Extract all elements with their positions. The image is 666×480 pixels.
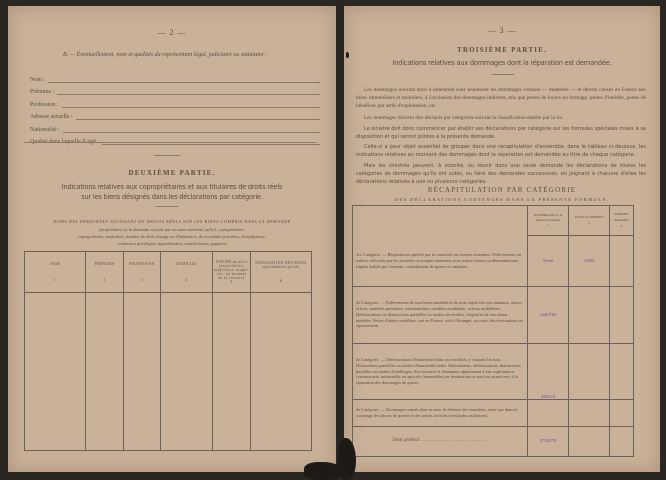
cat-1-totaux[interactable]: 1/900: [569, 236, 610, 287]
note-line-3: créanciers privilégiés, hypothécaires, antichrésistes, gagistes): [117, 241, 227, 246]
table-empty-row[interactable]: [25, 293, 312, 451]
paper-damage: [346, 52, 349, 58]
recap-subtitle: DES DÉCLARATIONS CONTENUES DANS LA PRÉSENTE FORMULE.: [394, 197, 610, 202]
paragraph: Celle-ci a pour objet essentiel de grouper dans une récapitulation d'ensemble, dans le tableau ci-dessous, les indications relatives au montant des dommages dont la réparation est demandée au titre de chaque catégorie.: [356, 144, 646, 159]
cat-3-totaux[interactable]: [569, 343, 610, 400]
table-header-row: [25, 252, 312, 293]
paragraph: Le sinistré doit donc commencer par établir ses déclarations par catégorie sur les formules spéciales mises à sa disposition et qui seront jointes à la présente demande.: [356, 125, 646, 141]
cat-2-totaux[interactable]: [569, 286, 610, 343]
col-nature-droit: NATURE du droit (propriétaire, usufruitier, usager, etc., ou montant de la créance) 5: [213, 252, 251, 293]
col-sommes: SOMMES demandées 3: [610, 206, 634, 236]
field-prenoms[interactable]: Prénoms :: [30, 83, 320, 96]
section-divider: [24, 142, 316, 143]
recap-header-row: [353, 206, 634, 236]
page-number: — 2 —: [157, 28, 187, 37]
total-value[interactable]: 27542/70: [528, 426, 569, 456]
field-profession[interactable]: Profession :: [30, 95, 320, 108]
paragraph: Les dommages ouvrant droit à indemnité sont seulement les dommages certains — matériels — et directs causés en France aux biens immobiliers et mobiliers, à l'exclusion des dommages indirects, tels que pertes de loyers ou fermage, pertes d'intérêts, pertes de bénéfices par arrêt d'exploitation, etc.: [356, 87, 646, 110]
col-domicile: DOMICILE 4: [161, 252, 213, 293]
part-2-title: DEUXIÈME PARTIE.: [128, 169, 216, 177]
paragraph: Les dommages doivent être déclarés par catégories suivant la classification établie par la loi.: [364, 114, 564, 121]
col-totaux: TOTAUX SOMMES 2: [569, 206, 610, 236]
cat-4-totaux[interactable]: [569, 400, 610, 426]
page-number: — 3 —: [487, 26, 517, 35]
part-2-subtitle-2: sur les biens désignés dans les déclarations par catégorie.: [81, 193, 263, 201]
instructions: [356, 86, 646, 186]
recap-total-row: [353, 426, 634, 456]
total-label: Total général ..............................: [353, 426, 528, 456]
note-line-2: copropriétaire, usufruitier, titulaire de droit d'usage ou d'habitation, de servitudes foncières, d'emphytéose,: [78, 234, 266, 239]
field-nationalite[interactable]: Nationalité :: [30, 120, 320, 133]
recap-title: RÉCAPITULATION PAR CATÉGORIE: [427, 186, 577, 194]
co-owners-table: [24, 251, 312, 451]
recap-table: [352, 205, 634, 457]
cat-4-numero[interactable]: [528, 400, 569, 426]
field-adresse[interactable]: Adresse actuelle :: [30, 108, 320, 121]
col-designation-biens: DÉSIGNATION DES BIENS spécialement grevés 6: [251, 252, 312, 293]
recap-row-cat-4: 4e Catégorie. — Dommages causés dans la zone de défense des frontières, ainsi que dans le voisinage des places de guerre et des points fortifiés (servitudes militaires).: [353, 400, 634, 426]
recap-row-cat-3: 3e Catégorie. — Détériorations d'immeubles bâtis ou non bâtis, y compris les bois. Destructions partielles ou totales d'immeubles bâtis. Enlèvements, détériorations, destructions partielles ou totales d'outillages, d'accessoires et d'animaux appartenant à une exploitation commerciale, industrielle ou agricole (immeubles par destination ou non) ou ayant servi à la réparation des dommages de guerre. 4385/10: [353, 343, 634, 400]
cat-3-sommes[interactable]: [610, 343, 634, 400]
cat-3-numero[interactable]: 4385/10: [528, 343, 569, 400]
recap-row-cat-2: 2e Catégorie. — Enlèvements de tous biens meubles et de tous objets tels que animaux, arbres et bois, matières premières, marchandises, meubles meublants, valeurs mobilières. Détériorations ou destructions partielles ou totales de récoltes, cheptel et de tous biens meubles. Pertes d'objets mobiliers, soit en France, soit à l'étranger, au cours des évacuations ou rapatriement. 22467/60: [353, 286, 634, 343]
recap-row-cat-1: 1re Catégorie. — Réquisitions opérées par les autorités ou troupes ennemies. Prélèvements en valeurs effectués par les autorités ou troupes ennemies sous toutes formes ou dénominations. Impôts établis par l'ennemi, contributions de guerre et amendes. Néant 1/900: [353, 236, 634, 287]
col-prenoms: PRÉNOMS 2: [86, 252, 124, 293]
note-caps: NOMS DES PERSONNES JOUISSANT DE DROITS RÉELS SUR LES BIENS COMPRIS DANS LA DEMANDE: [53, 219, 291, 224]
field-nom[interactable]: Nom :: [30, 70, 320, 83]
part-2-subtitle-1: Indications relatives aux copropriétaires et aux titulaires de droits réels: [61, 183, 283, 191]
col-nom: NOM 1: [25, 252, 86, 293]
part-3-title: TROISIÈME PARTIE.: [456, 46, 548, 54]
left-page: [8, 6, 336, 472]
part-3-subtitle: Indications relatives aux dommages dont la réparation est demandée.: [392, 59, 612, 67]
cat-4-sommes[interactable]: [610, 400, 634, 426]
short-rule: [492, 74, 514, 75]
section-b-heading: B. — Éventuellement, nom et qualités du représentant légal, judiciaire ou statutaire :: [63, 52, 268, 58]
cat-2-sommes[interactable]: [610, 286, 634, 343]
paragraph: Mais les sinistrés peuvent, à volonté, ou réunir dans une seule demande les déclarations de toutes les catégories de dommages qu'ils ont subis, ou faire des demandes successives, en joignant à chacune d'elles les déclarations relatives à une ou plusieurs catégories.: [356, 162, 646, 186]
paper-damage: [304, 462, 344, 480]
cat-2-numero[interactable]: 22467/60: [528, 286, 569, 343]
note-line-1: (propriétaire [si la demande est faite par un autre intéressé qu'lui], copropriétaire,: [99, 227, 245, 232]
right-page: [344, 6, 660, 472]
cat-1-numero[interactable]: Néant: [528, 236, 569, 287]
field-qualite[interactable]: Qualité dans laquelle il agit :: [30, 133, 320, 146]
short-rule: [156, 206, 178, 207]
col-profession: PROFESSION 3: [124, 252, 161, 293]
cat-1-sommes[interactable]: [610, 236, 634, 287]
short-rule: [154, 155, 180, 156]
col-numero: NUMÉRO REÇU de l'autorité publique 1: [528, 206, 569, 236]
representative-fields: [30, 70, 320, 145]
